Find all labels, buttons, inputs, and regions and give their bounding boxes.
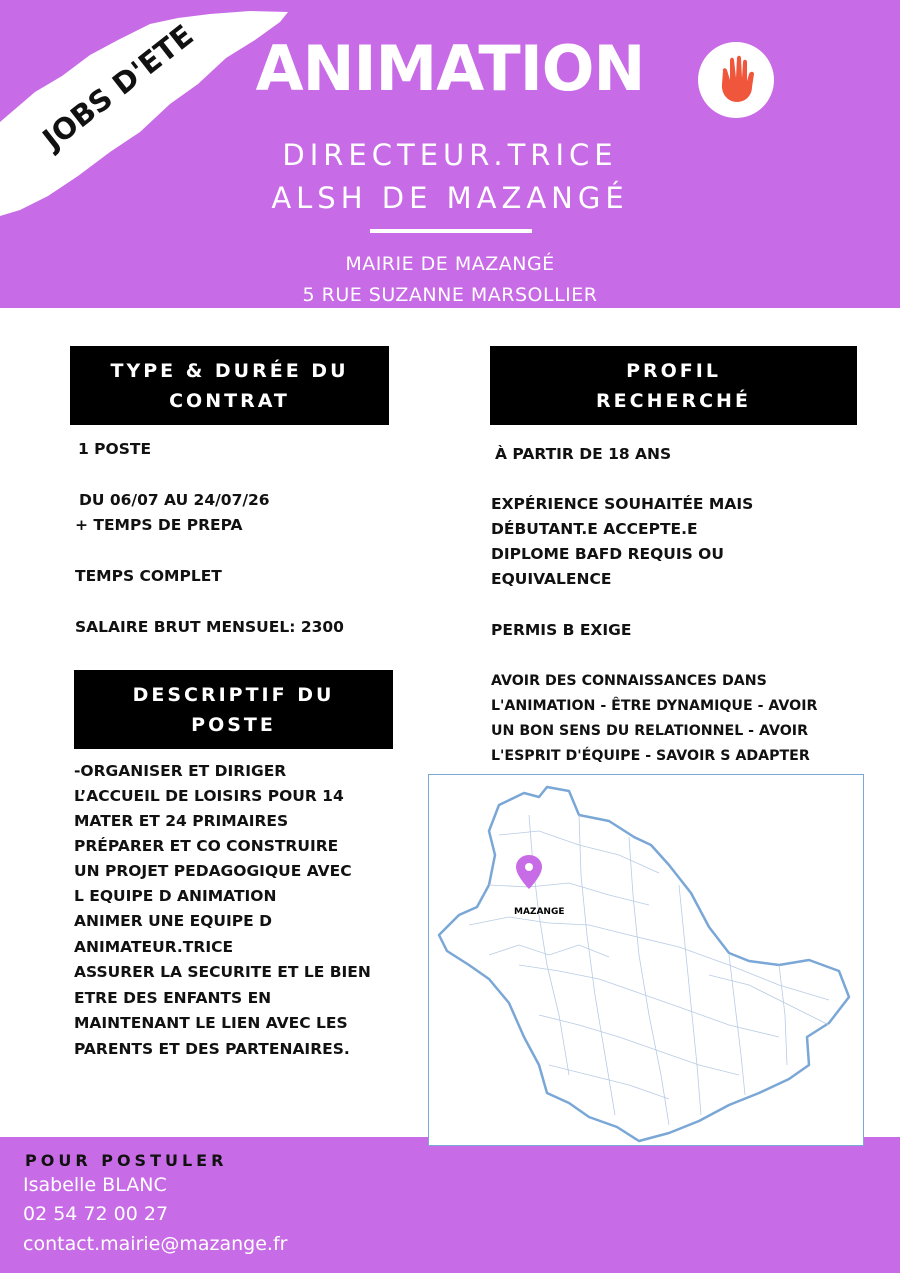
profile-heading-line1: PROFIL [626,359,721,382]
description-heading [74,670,393,749]
hand-icon [698,42,774,118]
description-line: -ORGANISER ET DIRIGER [74,762,287,780]
contract-heading-line1: TYPE & DURÉE DU [110,359,349,382]
contact-email[interactable]: contact.mairie@mazange.fr [23,1233,288,1255]
job-title-line2: ALSH DE MAZANGÉ [271,181,629,215]
description-line: ETRE DES ENFANTS EN [74,989,272,1007]
profile-diploma-line1: DIPLOME BAFD REQUIS OU [491,545,724,563]
map-pin-icon [516,855,542,889]
profile-experience-line1: EXPÉRIENCE SOUHAITÉE MAIS [491,495,754,513]
page-title: ANIMATION [255,32,645,105]
badge-label: JOBS D'ETE [36,17,200,157]
description-heading-line1: DESCRIPTIF DU [132,683,335,706]
description-line: MAINTENANT LE LIEN AVEC LES [74,1014,348,1032]
profile-skills-line2: L'ANIMATION - ÊTRE DYNAMIQUE - AVOIR [491,698,818,714]
contract-positions: 1 POSTE [78,440,152,458]
employer-address: 5 RUE SUZANNE MARSOLLIER [302,284,598,306]
contract-full-time: TEMPS COMPLET [75,567,222,585]
description-line: ANIMER UNE EQUIPE D [74,912,272,930]
profile-skills-line1: AVOIR DES CONNAISSANCES DANS [491,673,767,689]
employer-name: MAIRIE DE MAZANGÉ [345,253,555,275]
map-image [428,774,864,1146]
profile-license: PERMIS B EXIGE [491,621,632,639]
description-line: UN PROJET PEDAGOGIQUE AVEC [74,862,352,880]
profile-experience-line2: DÉBUTANT.E ACCEPTE.E [491,520,698,538]
contact-name: Isabelle BLANC [23,1174,167,1196]
contract-salary: SALAIRE BRUT MENSUEL: 2300 [75,618,344,636]
description-line: PRÉPARER ET CO CONSTRUIRE [74,837,339,855]
contract-heading-line2: CONTRAT [169,389,290,412]
profile-heading-line2: RECHERCHÉ [596,389,751,412]
contract-prep-time: + TEMPS DE PREPA [75,516,243,534]
description-heading-line2: POSTE [191,713,276,736]
profile-heading [490,346,857,425]
profile-age: À PARTIR DE 18 ANS [495,445,672,463]
profile-skills-line4: L'ESPRIT D'ÉQUIPE - SAVOIR S ADAPTER [491,748,810,764]
profile-skills-line3: UN BON SENS DU RELATIONNEL - AVOIR [491,723,809,739]
profile-diploma-line2: EQUIVALENCE [491,570,612,588]
description-line: L’ACCUEIL DE LOISIRS POUR 14 [74,787,344,805]
contract-dates: DU 06/07 AU 24/07/26 [79,491,270,509]
apply-heading: POUR POSTULER [25,1151,228,1170]
map-label-mazange: MAZANGE [514,907,565,917]
header-banner [0,0,900,308]
title-divider [370,229,532,233]
description-line: ANIMATEUR.TRICE [74,938,234,956]
description-line: MATER ET 24 PRIMAIRES [74,812,289,830]
job-title-line1: DIRECTEUR.TRICE [282,138,618,172]
contract-heading [70,346,389,425]
description-line: L EQUIPE D ANIMATION [74,887,277,905]
description-line: ASSURER LA SECURITE ET LE BIEN [74,963,371,981]
contact-phone[interactable]: 02 54 72 00 27 [23,1203,169,1225]
description-line: PARENTS ET DES PARTENAIRES. [74,1040,350,1058]
